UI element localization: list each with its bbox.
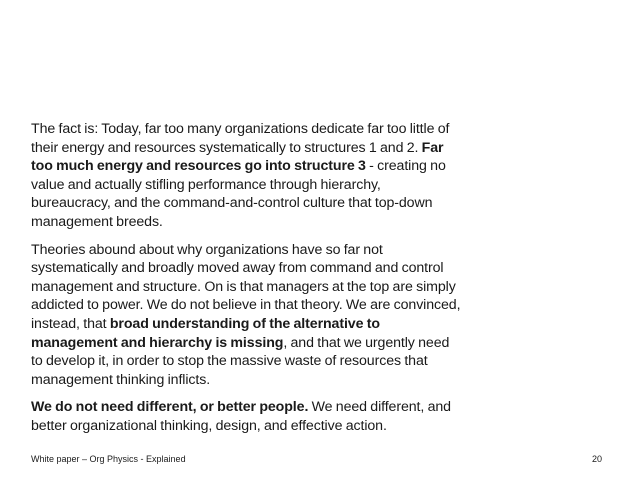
paragraph-2 [31, 241, 461, 390]
paragraph-2-emphasis: broad understanding of the alternative to management and hierarchy is missing [31, 315, 380, 351]
paragraph-3-emphasis: We do not need different, or better people. [31, 399, 309, 416]
paragraph-1 [31, 120, 461, 232]
paragraph-1-text-2: - creating no value and actually stifling performance through hierarchy, bureaucracy, and the command-and-control culture that top-down management breeds. [31, 158, 446, 230]
paragraph-3 [31, 398, 461, 435]
paragraph-1-text-1: The fact is: Today, far too many organizations dedicate far too little of their energy and resources systematically to structures 1 and 2. [31, 121, 450, 156]
footer-title: White paper – Org Physics - Explained [31, 454, 186, 464]
paragraph-1-emphasis: Far too much energy and resources go into structure 3 [31, 139, 444, 175]
paragraph-3-text-1: We need different, and better organizational thinking, design, and effective action. [31, 399, 451, 434]
page-number: 20 [591, 454, 602, 464]
body-text [31, 120, 461, 445]
paragraph-2-text-2: , and that we urgently need to develop it, in order to stop the massive waste of resources that management thinking inflicts. [31, 334, 450, 388]
paragraph-2-text-1: Theories abound about why organizations have so far not systematically and broadly moved away from command and control management and structure. On is that managers at the top are simply addicted to power. We do not believe in that theory. We are convinced, instead, that [31, 241, 461, 332]
